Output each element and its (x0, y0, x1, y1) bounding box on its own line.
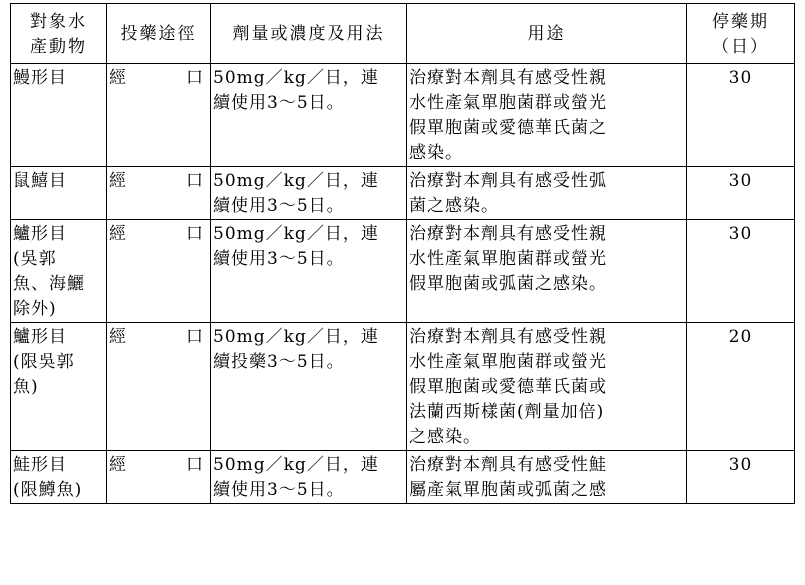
cell-usage (407, 451, 687, 504)
species-line: 鱸形目 (13, 224, 67, 244)
usage-line: 水性產氣單胞菌群或螢光 (409, 352, 607, 372)
header-species-line: 產動物 (30, 36, 87, 57)
usage-line: 屬產氣單胞菌或弧菌之感 (409, 480, 607, 500)
cell-dosage (211, 64, 407, 167)
table-row (11, 323, 795, 451)
cell-route (107, 323, 211, 451)
cell-species (11, 323, 107, 451)
cell-withdrawal: 30 (687, 451, 795, 504)
species-line: 鱸形目 (13, 327, 67, 347)
cell-species (11, 64, 107, 167)
route-part: 口 (186, 327, 204, 347)
cell-route (107, 451, 211, 504)
dosage-line: 續使用3～5日。 (213, 196, 345, 216)
table-row (11, 167, 795, 220)
species-line: (吳郭 (13, 249, 57, 269)
cell-species (11, 451, 107, 504)
usage-line: 治療對本劑具有感受性親 (409, 68, 607, 88)
dosage-line: 續投藥3～5日。 (213, 352, 345, 372)
route-part: 經 (109, 224, 127, 244)
cell-withdrawal: 30 (687, 167, 795, 220)
cell-species (11, 167, 107, 220)
cell-dosage (211, 323, 407, 451)
species-line: (限吳郭 (13, 352, 75, 372)
dosage-line: 50mg／kg／日，連 (213, 327, 379, 347)
species-line: (限鱒魚) (13, 480, 83, 500)
dosage-line: 50mg／kg／日，連 (213, 68, 379, 88)
cell-route (107, 167, 211, 220)
usage-line: 水性產氣單胞菌群或螢光 (409, 249, 607, 269)
cell-withdrawal: 30 (687, 220, 795, 323)
dosage-line: 50mg／kg／日，連 (213, 455, 379, 475)
header-species (11, 4, 107, 64)
header-withdrawal-line: 停藥期 (712, 11, 769, 32)
cell-withdrawal: 30 (687, 64, 795, 167)
header-usage: 用途 (407, 4, 687, 64)
dosage-line: 50mg／kg／日，連 (213, 171, 379, 191)
route-part: 口 (186, 455, 204, 475)
cell-dosage (211, 451, 407, 504)
table-body (11, 64, 795, 504)
header-dosage: 劑量或濃度及用法 (211, 4, 407, 64)
species-line: 魚) (13, 377, 39, 397)
cell-usage (407, 64, 687, 167)
dosage-line: 續使用3～5日。 (213, 249, 345, 269)
usage-line: 之感染。 (409, 427, 481, 447)
species-line: 鮭形目 (13, 455, 67, 475)
usage-line: 治療對本劑具有感受性弧 (409, 171, 607, 191)
table-row (11, 451, 795, 504)
route-part: 口 (186, 68, 204, 88)
cell-route (107, 220, 211, 323)
usage-line: 假單胞菌或愛德華氏菌之 (409, 118, 607, 138)
usage-line: 水性產氣單胞菌群或螢光 (409, 93, 607, 113)
table-header-row (11, 4, 795, 64)
usage-line: 菌之感染。 (409, 196, 499, 216)
cell-species (11, 220, 107, 323)
dosage-line: 續使用3～5日。 (213, 480, 345, 500)
usage-line: 治療對本劑具有感受性鮭 (409, 455, 607, 475)
usage-line: 治療對本劑具有感受性親 (409, 327, 607, 347)
table-row (11, 64, 795, 167)
usage-line: 治療對本劑具有感受性親 (409, 224, 607, 244)
cell-dosage (211, 220, 407, 323)
header-species-line: 對象水 (30, 11, 87, 32)
dosage-line: 50mg／kg／日，連 (213, 224, 379, 244)
cell-dosage (211, 167, 407, 220)
header-withdrawal-line: （日） (712, 36, 769, 57)
cell-route (107, 64, 211, 167)
table-row (11, 220, 795, 323)
route-part: 經 (109, 327, 127, 347)
usage-line: 假單胞菌或愛德華氏菌或 (409, 377, 607, 397)
species-line: 鼠鱚目 (13, 171, 67, 191)
header-route: 投藥途徑 (107, 4, 211, 64)
cell-usage (407, 220, 687, 323)
dosage-table (10, 3, 795, 504)
route-part: 經 (109, 68, 127, 88)
route-part: 口 (186, 224, 204, 244)
species-line: 除外) (13, 299, 57, 319)
usage-line: 感染。 (409, 143, 463, 163)
dosage-line: 續使用3～5日。 (213, 93, 345, 113)
cell-usage (407, 167, 687, 220)
usage-line: 法蘭西斯樣菌(劑量加倍) (409, 402, 605, 422)
species-line: 鰻形目 (13, 68, 67, 88)
usage-line: 假單胞菌或弧菌之感染。 (409, 274, 607, 294)
species-line: 魚、海鱺 (13, 274, 85, 294)
route-part: 口 (186, 171, 204, 191)
route-part: 經 (109, 455, 127, 475)
header-withdrawal (687, 4, 795, 64)
route-part: 經 (109, 171, 127, 191)
cell-withdrawal: 20 (687, 323, 795, 451)
cell-usage (407, 323, 687, 451)
